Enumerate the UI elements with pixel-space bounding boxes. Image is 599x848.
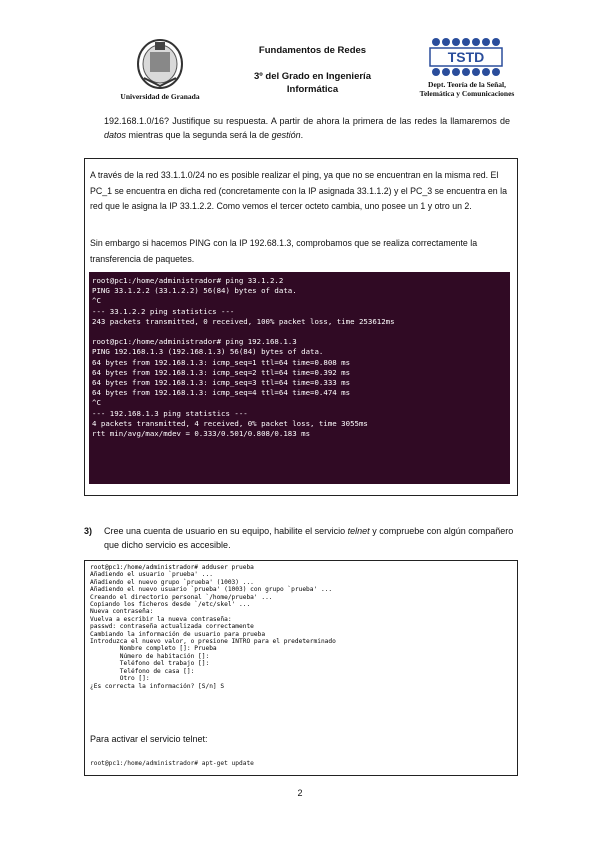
q3-telnet: telnet — [347, 526, 370, 536]
degree-line-2: Informática — [286, 84, 339, 95]
tstd-logo-text: TSTD — [447, 49, 485, 65]
q3-text-b: y compruebe con algún compañero que dicho servicio es accesible. — [104, 526, 514, 550]
terminal-line: 64 bytes from 192.168.1.3: icmp_seq=3 ttl=64 time=0.333 ms — [92, 378, 351, 388]
output-line: Creando el directorio personal `/home/prueba' ... — [90, 593, 273, 601]
apt-get-command: root@pc1:/home/administrador# apt-get update — [90, 760, 254, 767]
output-line: Cambiando la información de usuario para prueba — [90, 630, 266, 638]
terminal-line: --- 33.1.2.2 ping statistics --- — [92, 306, 235, 316]
degree-line-1: 3º del Grado en Ingeniería — [254, 71, 371, 82]
terminal-line: ^C — [92, 398, 101, 408]
output-line: Introduzca el nuevo valor, o presione INTRO para el predeterminado — [90, 638, 336, 646]
terminal-line: root@pc1:/home/administrador# ping 192.168.1.3 — [92, 337, 297, 347]
terminal-line: 64 bytes from 192.168.1.3: icmp_seq=4 ttl=64 time=0.474 ms — [92, 388, 351, 398]
dept-line-1: Dept. Teoría de la Señal, — [428, 80, 506, 89]
terminal-line: 4 packets transmitted, 4 received, 0% packet loss, time 3055ms — [92, 418, 368, 428]
output-line: Nueva contraseña: — [90, 608, 154, 616]
answer-paragraph-1: A través de la red 33.1.1.0/24 no es posible realizar el ping, ya que no se encuentran en la misma red. El PC_1 se encuentra en dicha red (concretamente con la IP asignada 33.1.1.2) y el PC_3 se encuentra en la red que le asigna la IP 33.1.2.2. Como vemos el tercer octeto cambia, uno posee un 1 y otro un 2. — [90, 170, 507, 211]
dept-line-2: Telemática y Comunicaciones — [419, 89, 515, 98]
intro-text-b: mientras que la segunda será la de — [126, 130, 272, 140]
university-crest-logo — [128, 34, 192, 90]
terminal-screenshot — [89, 272, 510, 484]
intro-text-a: 192.168.1.0/16? Justifique su respuesta. A partir de ahora la primera de las redes la llamaremos de — [104, 116, 510, 126]
terminal-line: 64 bytes from 192.168.1.3: icmp_seq=1 ttl=64 time=0.808 ms — [92, 357, 351, 367]
output-line: Nombre completo []: Prueba — [90, 645, 217, 653]
course-title: Fundamentos de Redes — [258, 45, 367, 56]
page-number: 2 — [297, 788, 303, 798]
output-line: Teléfono de casa []: — [90, 667, 195, 675]
answer-paragraph-2: Sin embargo si hacemos PING con la IP 192.68.1.3, comprobamos que se realiza correctamente la transferencia de paquetes. — [90, 238, 478, 264]
output-line: ¿Es correcta la información? [S/n] S — [90, 682, 225, 690]
terminal-line: --- 192.168.1.3 ping statistics --- — [92, 408, 248, 418]
terminal-line: rtt min/avg/max/mdev = 0.333/0.501/0.808/0.183 ms — [92, 429, 311, 439]
university-name: Universidad de Granada — [120, 92, 200, 101]
intro-gestion: gestión — [271, 130, 301, 140]
tstd-logo — [428, 36, 508, 80]
intro-text-c: . — [300, 130, 304, 140]
output-line: Añadiendo el nuevo usuario `prueba' (1003) con grupo `prueba' ... — [90, 586, 333, 594]
activate-telnet-label: Para activar el servicio telnet: — [90, 734, 208, 744]
terminal-line: 64 bytes from 192.168.1.3: icmp_seq=2 ttl=64 time=0.392 ms — [92, 367, 351, 377]
adduser-output — [90, 564, 510, 690]
question-number: 3) — [84, 526, 93, 536]
terminal-line: ^C — [92, 296, 101, 306]
output-line: Añadiendo el nuevo grupo `prueba' (1003) ... — [90, 578, 254, 586]
terminal-line: PING 192.168.1.3 (192.168.1.3) 56(84) bytes of data. — [92, 347, 324, 357]
output-line: Vuelva a escribir la nueva contraseña: — [90, 615, 232, 623]
output-line: Añadiendo el usuario `prueba' ... — [90, 571, 213, 579]
department-name — [392, 80, 542, 98]
question-text — [104, 524, 514, 552]
terminal-line: PING 33.1.2.2 (33.1.2.2) 56(84) bytes of data. — [92, 286, 297, 296]
output-line: Otro []: — [90, 675, 150, 683]
output-line: Copiando los ficheros desde `/etc/skel' ... — [90, 601, 251, 609]
terminal-line: root@pc1:/home/administrador# ping 33.1.2.2 — [92, 276, 284, 285]
intro-datos: datos — [104, 130, 127, 140]
output-line: passwd: contraseña actualizada correctamente — [90, 623, 254, 631]
output-line: Número de habitación []: — [90, 652, 210, 660]
terminal-line: 243 packets transmitted, 0 received, 100% packet loss, time 253612ms — [92, 316, 395, 326]
question-continuation — [104, 114, 510, 142]
output-line: Teléfono del trabajo []: — [90, 660, 210, 668]
header-course — [225, 44, 400, 96]
output-line: root@pc1:/home/administrador# adduser prueba — [90, 564, 254, 571]
q3-text-a: Cree una cuenta de usuario en su equipo, habilite el servicio — [104, 526, 348, 536]
